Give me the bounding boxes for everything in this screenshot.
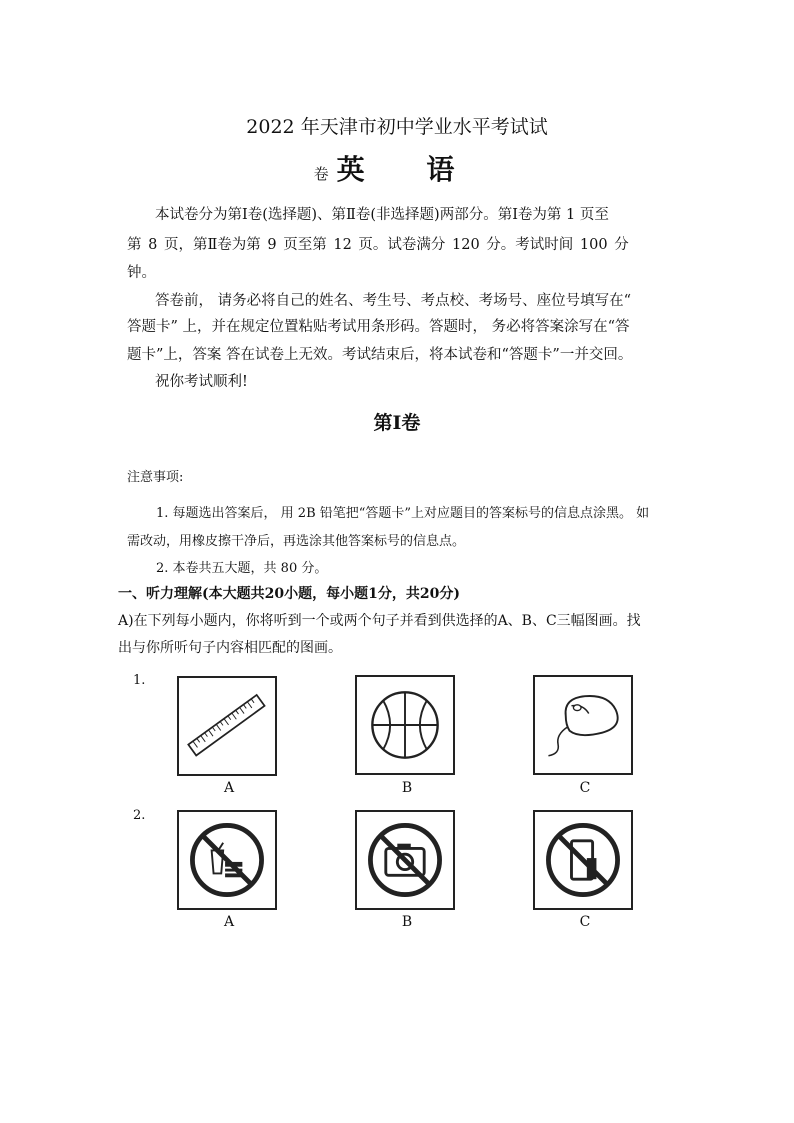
option-label: A	[223, 914, 235, 930]
option-image-no-camera[interactable]	[355, 810, 455, 910]
notes-heading: 注意事项:	[127, 470, 184, 485]
option-image-ruler[interactable]	[177, 676, 277, 776]
intro-line: 第 8 页，第Ⅱ卷为第 9 页至第 12 页。试卷满分 120 分。考试时间 100 分	[127, 237, 629, 253]
intro-line: 答题卡” 上，并在规定位置粘贴考试用条形码。答题时， 务必将答案涂写在“答	[127, 319, 630, 335]
subject-heading	[0, 148, 794, 188]
option-label: A	[223, 780, 235, 796]
ruler-icon	[179, 678, 275, 774]
subject-prefix: 卷	[313, 165, 329, 183]
part1-instruction: 出与你所听句子内容相匹配的图画。	[118, 640, 342, 656]
no-food-drink-icon	[179, 812, 275, 908]
subject-name: 英 语	[336, 153, 481, 186]
question-number: 2.	[133, 808, 146, 823]
option-label: B	[401, 780, 413, 796]
intro-line: 本试卷分为第Ⅰ卷(选择题)、第Ⅱ卷(非选择题)两部分。第Ⅰ卷为第 1 页至	[155, 207, 609, 223]
option-image-mouse[interactable]	[533, 675, 633, 775]
intro-line: 钟。	[127, 265, 156, 281]
no-phone-icon	[535, 812, 631, 908]
note-line: 需改动，用橡皮擦干净后，再选涂其他答案标号的信息点。	[127, 534, 466, 549]
part1-instruction: A)在下列每小题内，你将听到一个或两个句子并看到供选择的A、B、C三幅图画。找	[118, 613, 641, 629]
section-title: 第Ⅰ卷	[373, 412, 421, 434]
part1-heading: 一、听力理解(本大题共20小题，每小题1分，共20分)	[118, 586, 460, 602]
question-number: 1.	[133, 673, 146, 688]
intro-line: 题卡”上，答案 答在试卷上无效。考试结束后，将本试卷和“答题卡”一并交回。	[127, 347, 633, 363]
option-label: C	[579, 780, 591, 796]
basketball-icon	[357, 677, 453, 773]
no-camera-icon	[357, 812, 453, 908]
exam-title: 2022 年天津市初中学业水平考试试	[246, 116, 548, 138]
option-label: C	[579, 914, 591, 930]
computer-mouse-icon	[535, 677, 631, 773]
intro-line: 祝你考试顺利!	[155, 374, 248, 390]
option-image-no-phone[interactable]	[533, 810, 633, 910]
note-line: 1. 每题选出答案后， 用 2B 铅笔把“答题卡”上对应题目的答案标号的信息点涂黑。 如	[156, 506, 650, 521]
option-image-basketball[interactable]	[355, 675, 455, 775]
note-line: 2. 本卷共五大题，共 80 分。	[156, 561, 328, 576]
option-label: B	[401, 914, 413, 930]
intro-line: 答卷前， 请务必将自己的姓名、考生号、考点校、考场号、座位号填写在“	[155, 293, 632, 309]
option-image-no-food[interactable]	[177, 810, 277, 910]
